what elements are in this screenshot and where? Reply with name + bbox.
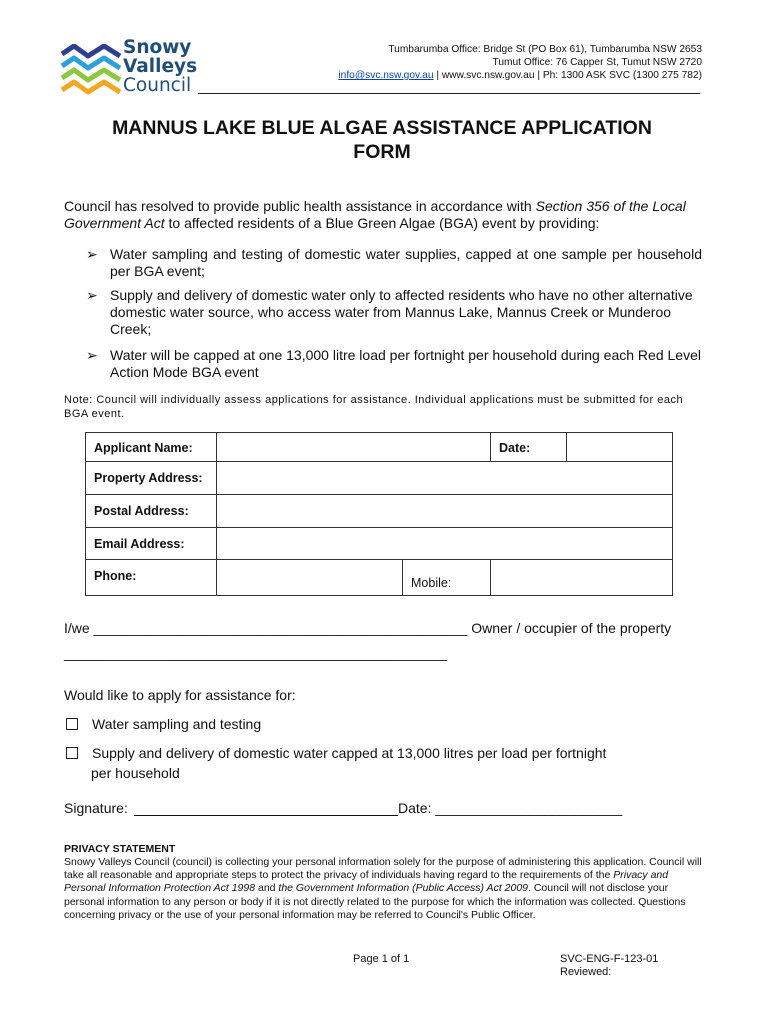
intro-paragraph [64,198,704,232]
privacy-text: and [255,882,279,895]
postal-address-field[interactable] [217,495,673,528]
bullet-text: Supply and delivery of domestic water only to affected residents who have no other alternative domestic water source, who access water from Mannus Lake, Mannus Creek or Munderoo Creek; [110,287,693,337]
contact-tumut: Tumut Office: 76 Capper St, Tumut NSW 2720 [492,57,702,68]
phone-label: Phone: [86,560,217,596]
postal-address-label: Postal Address: [86,495,217,528]
intro-text: Council has resolved to provide public health assistance in accordance with [64,198,536,214]
bullet-text: Water sampling and testing of domestic water supplies, capped at one sample per household per BGA event; [110,246,702,279]
checkbox-icon[interactable] [66,718,78,730]
privacy-text: Snowy Valleys Council (council) is collecting your personal information solely for the purpose of administering this application. Council will take all reasonable and appropriate steps to protect the privacy of individuals having regard to the requirements of the [64,856,702,882]
option-label: Supply and delivery of domestic water capped at 13,000 litres per load per fortnight [92,745,607,761]
arrow-bullet-icon: ➢ [86,287,98,303]
separator: | [537,70,540,81]
note-text: Note: Council will individually assess applications for assistance. Individual applications must be submitted for each BGA event. [64,394,684,420]
email-link[interactable]: info@svc.nsw.gov.au [338,70,434,81]
privacy-heading: PRIVACY STATEMENT [64,843,176,855]
title-line-2: FORM [353,141,411,163]
logo-line-2: Valleys [123,56,198,77]
reviewed-label: Reviewed: [560,966,612,978]
date-label: Date: [491,433,567,462]
contact-tumbarumba: Tumbarumba Office: Bridge St (PO Box 61), Tumbarumba NSW 2653 [388,44,702,55]
list-item [86,246,702,280]
checkbox-icon[interactable] [66,747,78,759]
arrow-bullet-icon: ➢ [86,246,98,262]
contact-block [338,43,702,82]
bullet-text: Water will be capped at one 13,000 litre load per fortnight per household during each Red Level Action Mode BGA event [110,347,701,380]
logo-line-1: Snowy [123,37,192,58]
property-line: ________________________________________________ [64,645,448,661]
signature-line[interactable] [134,815,398,816]
declaration-line: I/we ________________________________________________ Owner / occupier of the property [64,620,672,636]
applicant-name-label: Applicant Name: [86,433,217,462]
website-text: www.svc.nsw.gov.au [441,70,535,81]
email-address-label: Email Address: [86,528,217,560]
gipa-act: the Government Information (Public Access) Act 2009 [278,882,529,895]
option-water-supply[interactable] [66,745,706,762]
signature-date: Date: ________________________ [398,800,623,816]
title-line-1: MANNUS LAKE BLUE ALGAE ASSISTANCE APPLICATION [112,117,652,139]
list-item [86,347,702,381]
signature-label: Signature: [64,800,128,816]
form-code: SVC-ENG-F-123-01 [560,953,659,965]
mobile-label: Mobile: [403,560,491,596]
list-item [86,287,702,338]
phone-field[interactable] [217,560,403,596]
applicant-details-table [85,432,673,596]
privacy-act: Privacy and Personal Information Protection Act 1998 [64,869,669,895]
email-address-field[interactable] [217,528,673,560]
separator: | [436,70,439,81]
document-code [560,953,658,979]
intro-text-end: to affected residents of a Blue Green Algae (BGA) event by providing: [164,215,600,231]
option-water-sampling[interactable] [66,716,261,733]
property-address-label: Property Address: [86,462,217,495]
page-number: Page 1 of 1 [353,953,410,965]
council-logo-text [123,38,197,95]
page-title [60,116,704,164]
privacy-statement [64,856,704,922]
phone-text: Ph: 1300 ASK SVC (1300 275 782) [542,70,702,81]
mobile-field[interactable] [491,560,673,596]
property-address-field[interactable] [217,462,673,495]
option-label: Water sampling and testing [92,716,262,732]
applicant-name-field[interactable] [217,433,491,462]
intro-legislation: Section 356 of the Local Government Act [64,198,686,231]
arrow-bullet-icon: ➢ [86,347,98,363]
apply-heading: Would like to apply for assistance for: [64,687,296,703]
date-field[interactable] [567,433,673,462]
logo-line-3: Council [123,75,192,96]
council-logo-icon [60,44,122,96]
option-label-continued: per household [91,765,180,781]
header-divider [198,93,700,94]
privacy-text: . Council will not disclose your personal information to any person or body if it is not directly related to the purpose for which the information was collected. Questions concerning privacy or the use of your personal information may be referred to Council's Public Officer. [64,882,686,921]
